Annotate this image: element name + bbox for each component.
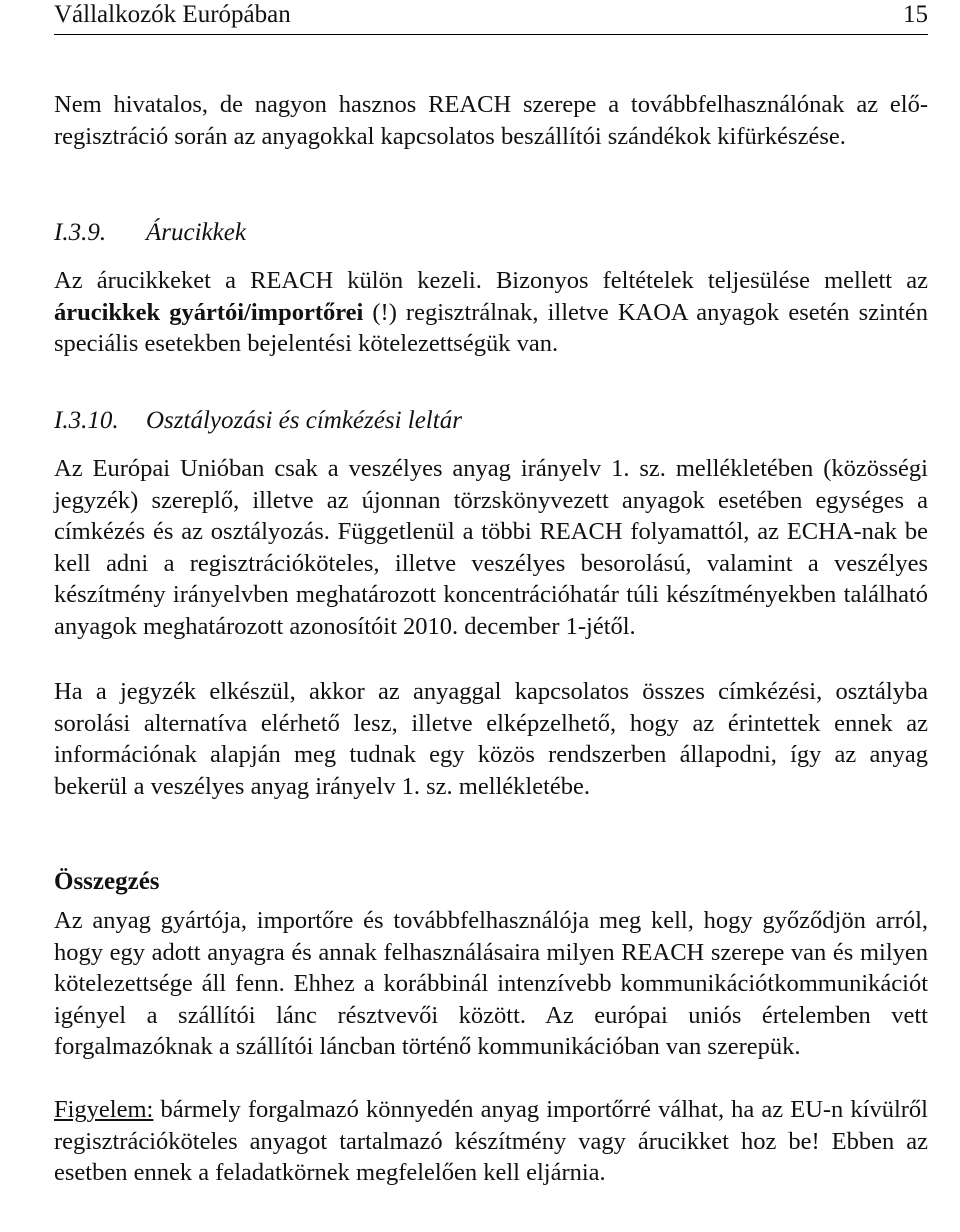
arucikkek-paragraph	[54, 265, 928, 360]
section-title: Osztályozási és címkézési leltár	[146, 407, 462, 434]
arucikkek-bold-text: árucikkek gyártói/importőrei	[54, 298, 364, 326]
intro-paragraph: Nem hivatalos, de nagyon hasznos REACH szerepe a továbbfelhasználónak az elő-regisztráció során az anyagokkal kapcsolatos beszállítói szándékok kifürkészése.	[54, 91, 928, 150]
arucikkek-text-after: (!) regisztrálnak, illetve KAOA anyagok esetén szintén speciális esetekben bejelentési kötelezettségük van.	[54, 298, 928, 358]
osztalyozas-paragraph-1: Az Európai Unióban csak a veszélyes anyag irányelv 1. sz. mellékletében (közösségi jegyzék) szereplő, illetve az újonnan törzskönyvezett anyagok esetében egységes a címkézés és az osztályozás. Függetlenül a többi REACH folyamattól, az ECHA-nak be kell adni a regisztrációköteles, illetve veszélyes besorolású, valamint a veszélyes készítmény irányelvben meghatározott koncentrációhatár túli készítményekben található anyagok meghatározott azonosítóit 2010. december 1-jétől.	[54, 455, 928, 640]
header-title: Vállalkozók Európában	[54, 1, 291, 28]
arucikkek-text-before: Az árucikkeket a REACH külön kezeli. Bizonyos feltételek teljesülése mellett az	[54, 267, 928, 294]
section-number: I.3.10.	[54, 407, 119, 434]
warning-label: Figyelem:	[54, 1096, 154, 1123]
osztalyozas-paragraph-2: Ha a jegyzék elkészül, akkor az anyaggal kapcsolatos összes címkézési, osztályba sorolási alternatíva elérhető lesz, illetve elképzelhető, hogy az érintettek ennek az információnak alapján meg tudnak egy közös rendszerben állapodni, így az anyag bekerül a veszélyes anyag irányelv 1. sz. mellékletébe.	[54, 678, 928, 800]
section-title: Árucikkek	[146, 219, 246, 246]
page-number: 15	[903, 1, 928, 28]
section-heading-osztalyozas	[54, 405, 928, 437]
warning-paragraph	[54, 1094, 928, 1189]
section-number: I.3.9.	[54, 219, 107, 246]
summary-paragraph: Az anyag gyártója, importőre és továbbfelhasználója meg kell, hogy győződjön arról, hogy egy adott anyagra és annak felhasználásaira milyen REACH szerepe van és milyen kötelezettsége áll fenn. Ehhez a korábbinál intenzívebb kommunikációtkommunikációt igényel a szállítói lánc résztvevői között. Az európai uniós értelemben vett forgalmazóknak a szállítói láncban történő kommunikációban van szerepük.	[54, 907, 928, 1061]
warning-text: bármely forgalmazó könnyedén anyag importőrré válhat, ha az EU-n kívülről regisztrációköteles anyagot tartalmazó készítmény vagy árucikket hoz be! Ebben az esetben ennek a feladatkörnek megfelelően kell eljárnia.	[54, 1096, 928, 1187]
section-heading-arucikkek	[54, 217, 928, 249]
summary-title: Összegzés	[54, 868, 160, 895]
page-header	[54, 0, 928, 35]
